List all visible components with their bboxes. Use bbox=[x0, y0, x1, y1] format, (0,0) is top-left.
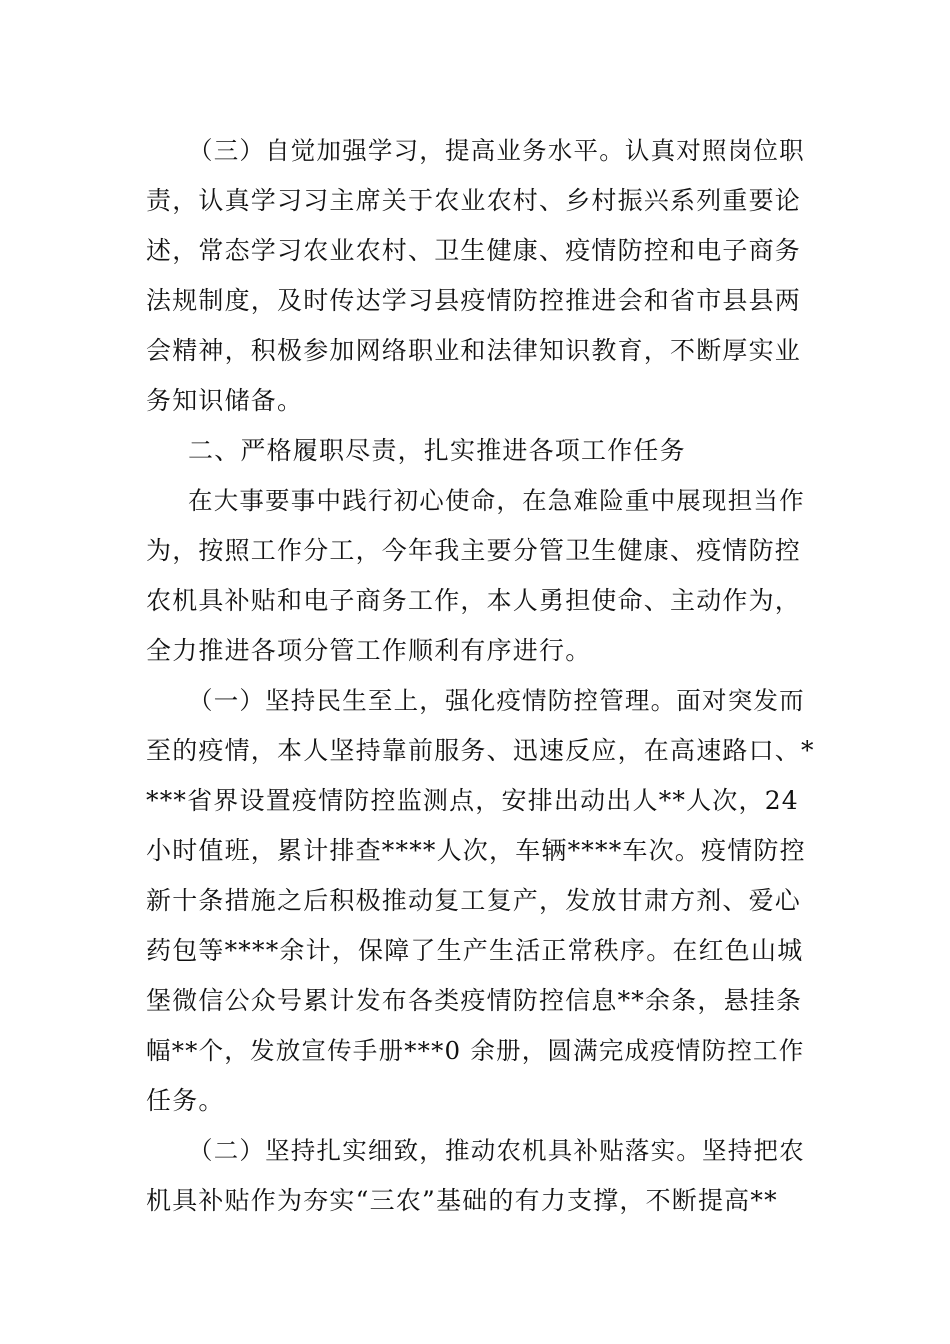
text-line: 全力推进各项分管工作顺利有序进行。 bbox=[146, 636, 592, 665]
text-line: 在大事要事中践行初心使命，在急难险重中展现担当作 bbox=[188, 486, 805, 515]
text-line: 幅**个，发放宣传手册***0 余册，圆满完成疫情防控工作 bbox=[146, 1036, 805, 1065]
text-line: （二）坚持扎实细致，推动农机具补贴落实。坚持把农 bbox=[188, 1136, 805, 1165]
text-line: （三）自觉加强学习，提高业务水平。认真对照岗位职 bbox=[188, 136, 805, 165]
text-line: 农机具补贴和电子商务工作，本人勇担使命、主动作为， bbox=[146, 586, 802, 615]
text-line: 堡微信公众号累计发布各类疫情防控信息**余条，悬挂条 bbox=[146, 986, 803, 1015]
text-line: 会精神，积极参加网络职业和法律知识教育，不断厚实业 bbox=[146, 336, 802, 365]
text-line: 责，认真学习习主席关于农业农村、乡村振兴系列重要论 bbox=[146, 186, 802, 215]
heading-text: 二、严格履职尽责，扎实推进各项工作任务 bbox=[188, 436, 686, 465]
text-line: 法规制度，及时传达学习县疫情防控推进会和省市县县两 bbox=[146, 286, 802, 315]
text-line: 任务。 bbox=[146, 1086, 225, 1115]
text-line: ***省界设置疫情防控监测点，安排出动出人**人次，24 bbox=[146, 786, 799, 815]
text-line: 为，按照工作分工，今年我主要分管卫生健康、疫情防控 bbox=[146, 536, 802, 565]
text-line: （一）坚持民生至上，强化疫情防控管理。面对突发而 bbox=[188, 686, 805, 715]
text-line: 务知识储备。 bbox=[146, 386, 304, 415]
text-line: 新十条措施之后积极推动复工复产，发放甘肃方剂、爱心 bbox=[146, 886, 802, 915]
text-line: 述，常态学习农业农村、卫生健康、疫情防控和电子商务 bbox=[146, 236, 802, 265]
text-line: 机具补贴作为夯实“三农”基础的有力支撑，不断提高** bbox=[146, 1186, 778, 1215]
text-line: 药包等****余计，保障了生产生活正常秩序。在红色山城 bbox=[146, 936, 804, 965]
text-line: 小时值班，累计排查****人次，车辆****车次。疫情防控 bbox=[146, 836, 806, 865]
text-line: 至的疫情，本人坚持靠前服务、迅速反应，在高速路口、* bbox=[146, 736, 815, 765]
